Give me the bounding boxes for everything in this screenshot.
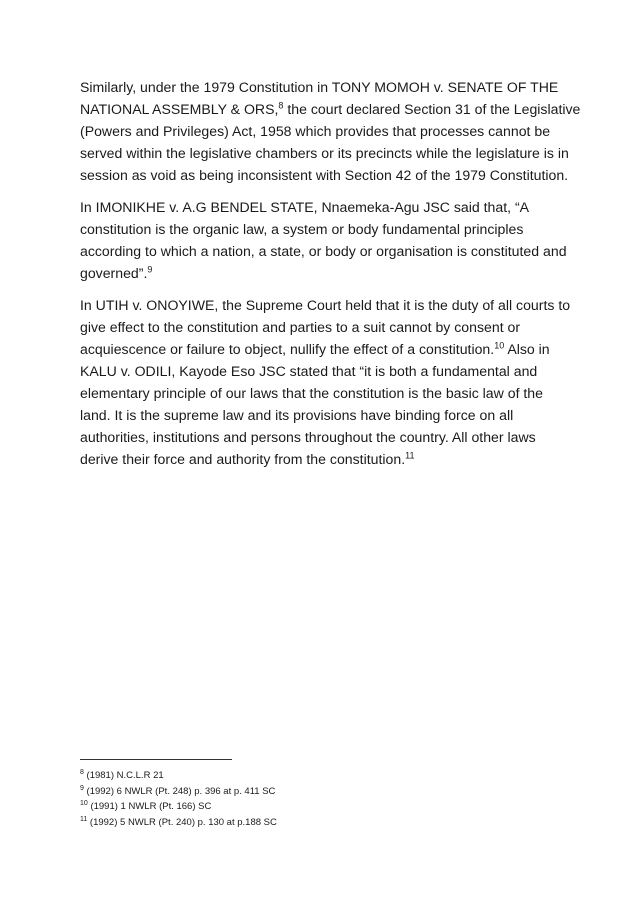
text-line-part: acquiescence or failure to object, nullify the effect of a constitution. xyxy=(80,341,495,357)
footnote-8 xyxy=(80,768,566,784)
text-line: according to which a nation, a state, or body or organisation is constituted and xyxy=(80,243,567,259)
text-line: Similarly, under the 1979 Constitution in TONY MOMOH v. SENATE OF THE xyxy=(80,79,559,95)
footnote-ref-11[interactable]: 11 xyxy=(405,450,415,461)
footnote-ref-9[interactable]: 9 xyxy=(147,264,153,275)
text-line xyxy=(80,451,414,467)
text-line-part: NATIONAL ASSEMBLY & ORS, xyxy=(80,101,279,117)
text-line-part: derive their force and authority from the constitution. xyxy=(80,451,406,467)
text-line: give effect to the constitution and parties to a suit cannot by consent or xyxy=(80,319,521,335)
footnote-10 xyxy=(80,799,566,815)
footnote-text: (1981) N.C.L.R 21 xyxy=(86,770,164,781)
footnote-ref-10[interactable]: 10 xyxy=(494,340,505,351)
footnote-separator xyxy=(80,759,232,760)
text-line xyxy=(80,265,152,281)
text-line-part: governed”. xyxy=(80,265,148,281)
footnote-number: 11 xyxy=(80,815,88,823)
text-line: land. It is the supreme law and its provisions have binding force on all xyxy=(80,407,514,423)
text-line: KALU v. ODILI, Kayode Eso JSC stated that “it is both a fundamental and xyxy=(80,363,538,379)
body-text xyxy=(80,76,581,480)
text-line: constitution is the organic law, a system or body fundamental principles xyxy=(80,221,524,237)
text-line xyxy=(80,341,550,357)
paragraph-momoh xyxy=(80,76,581,186)
text-line-part: the court declared Section 31 of the Legislative xyxy=(287,101,581,117)
footnotes xyxy=(80,768,566,830)
text-line: session as void as being inconsistent with Section 42 of the 1979 Constitution. xyxy=(80,167,569,183)
footnote-number: 10 xyxy=(80,800,88,808)
footnote-number: 8 xyxy=(80,768,84,776)
footnote-11 xyxy=(80,815,566,831)
text-line-part: Also in xyxy=(507,341,550,357)
footnote-text: (1992) 6 NWLR (Pt. 248) p. 396 at p. 411 SC xyxy=(86,785,276,797)
paragraph-utih-kalu xyxy=(80,294,571,470)
text-line xyxy=(80,101,580,117)
footnote-text: (1991) 1 NWLR (Pt. 166) SC xyxy=(90,801,212,813)
text-line: served within the legislative chambers or its precincts while the legislature is in xyxy=(80,145,569,161)
footnote-number: 9 xyxy=(80,784,84,792)
text-line: authorities, institutions and persons throughout the country. All other laws xyxy=(80,429,536,445)
footnote-text: (1992) 5 NWLR (Pt. 240) p. 130 at p.188 SC xyxy=(89,816,277,828)
paragraph-imonikhe xyxy=(80,196,566,284)
text-line: In IMONIKHE v. A.G BENDEL STATE, Nnaemeka-Agu JSC said that, “A xyxy=(80,199,530,215)
text-line: In UTIH v. ONOYIWE, the Supreme Court held that it is the duty of all courts to xyxy=(80,297,571,313)
text-line: elementary principle of our laws that the constitution is the basic law of the xyxy=(80,385,543,401)
footnote-ref-8[interactable]: 8 xyxy=(278,100,284,111)
footnote-9 xyxy=(80,784,566,800)
text-line: (Powers and Privileges) Act, 1958 which provides that processes cannot be xyxy=(80,123,551,139)
